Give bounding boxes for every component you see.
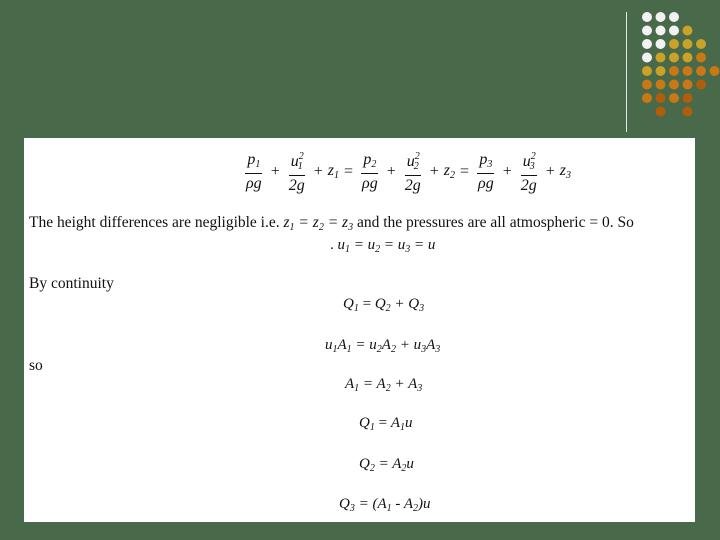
decor-dot [642,53,652,63]
decor-dot [656,12,666,22]
decor-dot [656,93,666,103]
decor-dot [696,66,706,76]
decor-dot [696,80,706,90]
decor-dot [669,53,679,63]
velocity-area-equation: $u_1A_1 = u_2A_2 + u_3A_3$ [325,337,441,355]
area-sum-equation: $A_1 = A_2 + A_3$ [345,376,423,394]
q2-equation: $Q_2 = A_2u$ [359,456,414,474]
decor-dot [710,66,720,76]
decor-dot [683,26,693,36]
slide-content-panel [24,138,695,522]
decor-dot [683,66,693,76]
by-continuity-heading: By continuity [29,275,114,292]
bernoulli-equation: $\frac{p_1}{\rho g}$ + $\frac{u^2_1}{2g}$ + $z_1$ = $\frac{p_2}{\rho g}$ + $\frac{u^2_2}{2g}$ + $z_2$ = $\frac{p_3}{\rho g}$ + $\frac{u^2_3}{2g}$ + $z_3$ [242,148,571,195]
pressure-term-3: $\frac{p_3}{\rho g}$ [478,150,494,192]
decor-dot [669,66,679,76]
equal-velocities-line: . $u_1 = u_2 = u_3 = u$ [330,237,436,255]
decor-dot [656,39,666,49]
elevation-term-2: $z_2$ [443,162,455,181]
decor-dot [669,39,679,49]
pressure-term-1: $\frac{p_1}{\rho g}$ [246,150,262,192]
decor-dot [656,53,666,63]
height-negligible-text: The height differences are negligible i.e. $z_1 = z_2 = z_3$ and the pressures are all atmospheric = 0. So [29,214,634,233]
decor-dot [669,80,679,90]
decor-dot [656,107,666,117]
decor-dot [642,26,652,36]
decor-dot [669,26,679,36]
decorative-dot-grid [0,0,720,140]
decor-dot [656,26,666,36]
velocity-term-1: $\frac{u^2_1}{2g}$ [287,148,307,195]
decor-dot [642,93,652,103]
decor-dot [683,39,693,49]
velocity-term-3: $\frac{u^2_3}{2g}$ [519,148,539,195]
decor-dot [642,66,652,76]
pressure-term-2: $\frac{p_2}{\rho g}$ [362,150,378,192]
velocity-term-2: $\frac{u^2_2}{2g}$ [403,148,423,195]
q3-equation: $Q_3 = (A_1 - A_2)u$ [339,496,431,514]
decor-dot [683,107,693,117]
elevation-term-1: $z_1$ [327,162,339,181]
decor-dot [696,53,706,63]
decor-dot [669,93,679,103]
decor-dot [642,80,652,90]
decor-dot [656,66,666,76]
decor-dot [669,12,679,22]
elevation-term-3: $z_3$ [559,162,572,181]
so-label: so [29,357,43,374]
decor-dot [683,80,693,90]
decor-dot [656,80,666,90]
q1-equation: $Q_1 = A_1u$ [359,415,413,433]
flow-continuity-equation: $Q_1 = Q_2 + Q_3$ [343,296,425,314]
decor-dot [696,39,706,49]
decor-dot [683,53,693,63]
decor-dot [642,39,652,49]
decor-dot [642,12,652,22]
title-divider-line [626,12,627,132]
decor-dot [683,93,693,103]
